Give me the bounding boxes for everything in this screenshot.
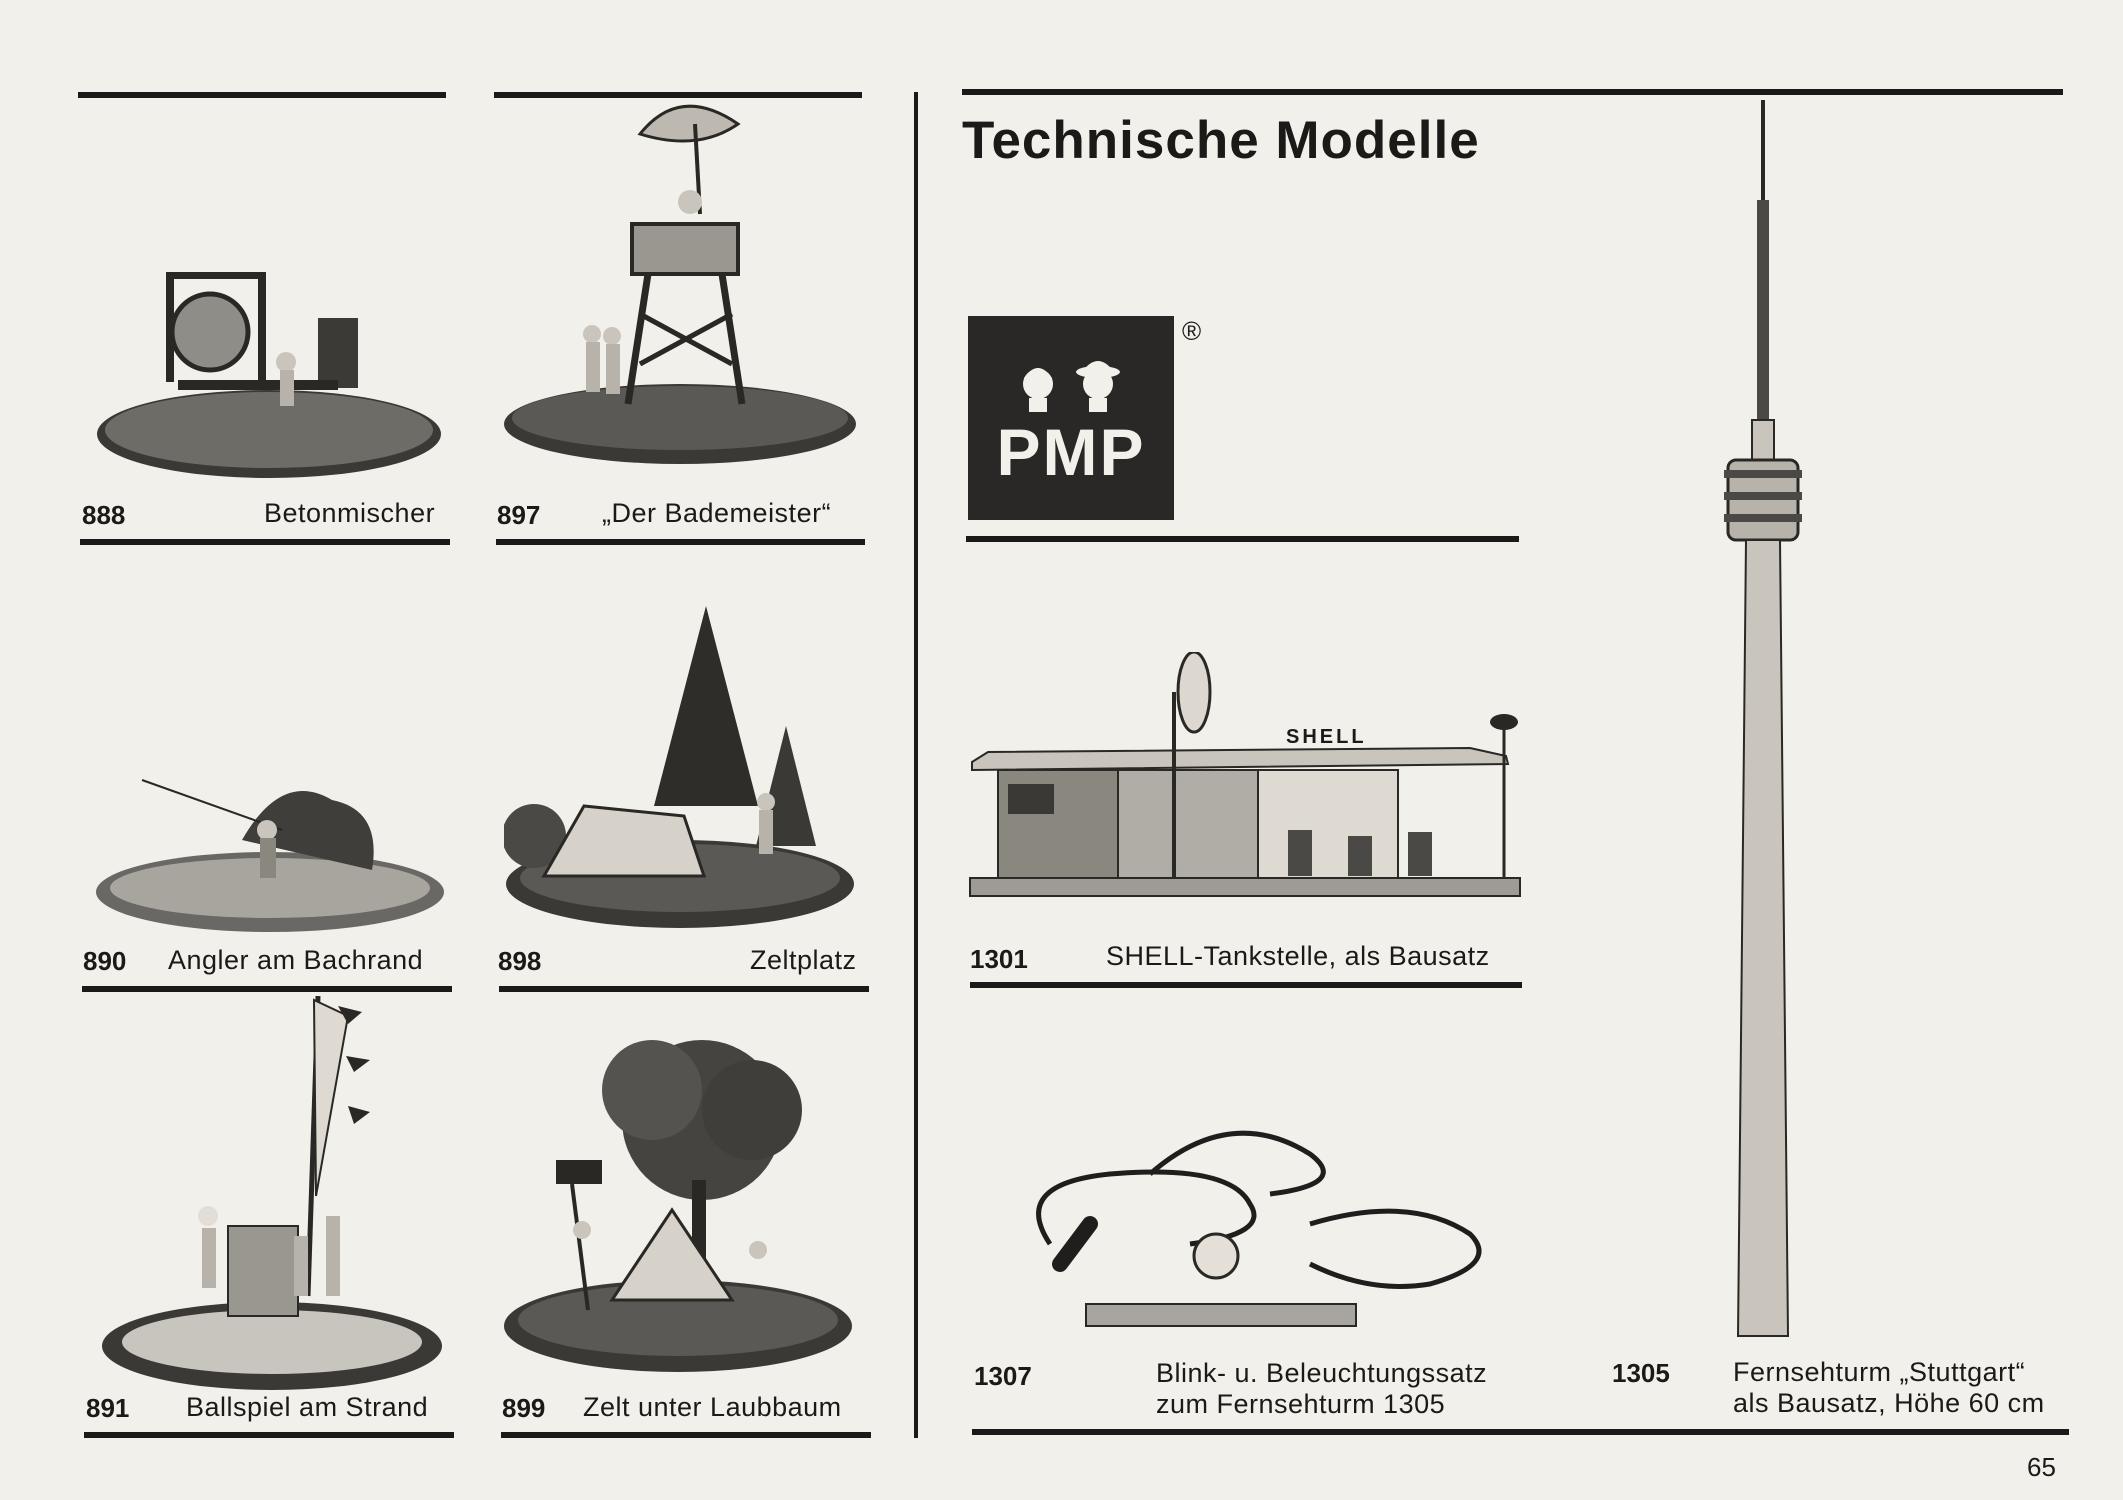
- shell-sign: SHELL: [1286, 726, 1367, 748]
- item-caption-888: Betonmischer: [264, 498, 436, 528]
- top-rule-col1: [78, 92, 446, 98]
- item-number-899: 899: [502, 1393, 546, 1423]
- rule-890: [82, 986, 452, 992]
- pmp-logo-text: PMP: [996, 415, 1146, 489]
- rule-897: [496, 539, 865, 545]
- page-number: 65: [2027, 1452, 2056, 1482]
- item-number-888: 888: [82, 500, 126, 530]
- top-rule-col2: [494, 92, 862, 98]
- item-caption-1307-line2: zum Fernsehturm 1305: [1156, 1389, 1446, 1419]
- rule-1301: [970, 982, 1522, 988]
- item-caption-890: Angler am Bachrand: [168, 945, 424, 975]
- item-number-890: 890: [83, 946, 127, 976]
- item-number-897: 897: [497, 500, 541, 530]
- item-caption-1305-line2: als Bausatz, Höhe 60 cm: [1733, 1388, 2045, 1418]
- item-number-1305: 1305: [1612, 1358, 1670, 1388]
- rule-899: [501, 1432, 871, 1438]
- registered-mark: ®: [1182, 316, 1202, 346]
- photo-898-campsite: [504, 606, 856, 930]
- rule-888: [80, 539, 450, 545]
- rule-898: [499, 986, 869, 992]
- item-caption-1305: [1733, 1357, 2045, 1419]
- rule-logo: [966, 536, 1519, 542]
- top-rule-right: [962, 89, 2063, 95]
- item-caption-1305-line1: Fernsehturm „Stuttgart“: [1733, 1357, 2026, 1387]
- item-caption-897: „Der Bademeister“: [602, 498, 832, 528]
- photo-897-lifeguard-tower: [500, 104, 862, 464]
- item-caption-1307: [1156, 1358, 1487, 1420]
- photo-1307-light-set: [1010, 1114, 1498, 1334]
- photo-891-beach-ball-game: [98, 996, 446, 1392]
- item-number-1307: 1307: [974, 1361, 1032, 1391]
- item-caption-891: Ballspiel am Strand: [186, 1392, 429, 1422]
- item-number-891: 891: [86, 1393, 130, 1423]
- item-caption-1301: SHELL-Tankstelle, als Bausatz: [1106, 941, 1490, 971]
- rule-891: [84, 1432, 454, 1438]
- photo-890-angler: [92, 760, 448, 932]
- item-caption-899: Zelt unter Laubbaum: [583, 1392, 842, 1422]
- section-title: Technische Modelle: [962, 111, 1480, 170]
- item-number-898: 898: [498, 946, 542, 976]
- item-caption-1307-line1: Blink- u. Beleuchtungssatz: [1156, 1358, 1488, 1388]
- photo-899-tent-under-tree: [502, 1030, 854, 1374]
- item-number-1301: 1301: [970, 944, 1028, 974]
- photo-1301-shell-station: [968, 652, 1522, 902]
- vertical-divider: [914, 92, 918, 1438]
- rule-bottom-right: [972, 1429, 2069, 1435]
- photo-888-concrete-mixer: [88, 262, 450, 480]
- pmp-logo: [968, 316, 1174, 520]
- item-caption-898: Zeltplatz: [750, 945, 857, 975]
- photo-1305-tv-tower: [1720, 100, 1806, 1346]
